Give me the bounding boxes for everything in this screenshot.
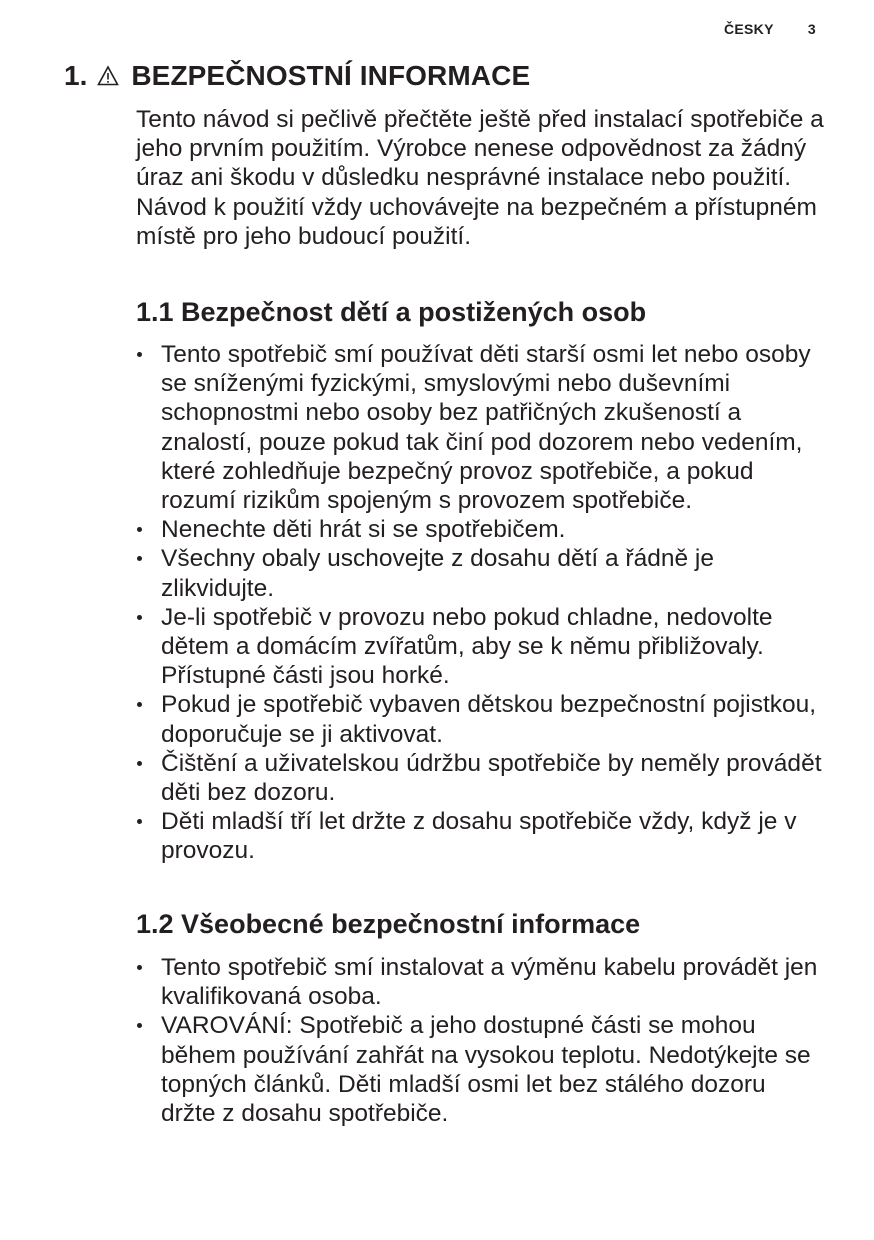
section-number: 1. [64,60,88,91]
list-item-text: Čištění a uživatelskou údržbu spotřebiče by neměly provádět děti bez dozoru. [161,749,822,807]
section-title-text: BEZPEČNOSTNÍ INFORMACE [131,60,531,91]
bullet-icon [137,761,142,766]
list-item-text: Pokud je spotřebič vybaven dětskou bezpečnostní pojistkou, doporučuje se ji aktivovat. [161,691,817,748]
list-item [136,690,826,748]
list-item-text: Tento spotřebič smí používat děti starší osmi let nebo osoby se sníženými fyzickými, smyslovými nebo duševními schopnostmi nebo osoby bez patřičných zkušeností a znalostí, pouze pokud tak činí pod dozorem nebo vedením, které zohledňuje bezpečný provoz spotřebiče, a pokud rozumí rizikům spojeným s provozem spotřebiče. [161,341,811,515]
bullet-icon [137,965,142,970]
bullet-icon [137,556,142,561]
list-item [136,603,826,691]
section-title [64,60,530,92]
subsection-title-general-safety: 1.2 Všeobecné bezpečnostní informace [136,909,641,939]
list-item [136,1011,826,1128]
page-number: 3 [807,21,816,37]
list-item [136,953,826,1011]
child-safety-list [136,340,826,866]
list-item [136,340,826,515]
list-item-text: VAROVÁNÍ: Spotřebič a jeho dostupné části se mohou během používání zahřát na vysokou teplotu. Nedotýkejte se topných článků. Děti mladší osmi let bez stálého dozoru držte z dosahu spotřebiče. [161,1012,811,1128]
bullet-icon [137,527,142,532]
page-header [724,21,816,37]
list-item [136,749,826,807]
list-item-text: Všechny obaly uschovejte z dosahu dětí a řádně je zlikvidujte. [161,545,714,602]
list-item [136,515,826,544]
language-label: ČESKY [723,21,774,37]
list-item-text: Tento spotřebič smí instalovat a výměnu kabelu provádět jen kvalifikovaná osoba. [161,954,818,1011]
intro-paragraph: Tento návod si pečlivě přečtěte ještě před instalací spotřebiče a jeho prvním použitím. Výrobce nenese odpovědnost za žádný úraz ani škodu v důsledku nesprávné instalace nebo použití. Návod k použití vždy uchovávejte na bezpečném a přístupném místě pro jeho budoucí použití. [136,106,824,250]
bullet-icon [137,1023,142,1028]
list-item-text: Je-li spotřebič v provozu nebo pokud chladne, nedovolte dětem a domácím zvířatům, aby se k němu přibližovaly. Přístupné části jsou horké. [161,603,773,690]
bullet-icon [137,702,142,707]
warning-triangle-icon [97,65,119,87]
bullet-icon [137,819,142,824]
list-item-text: Děti mladší tří let držte z dosahu spotřebiče vždy, když je v provozu. [161,808,797,865]
bullet-icon [137,615,142,620]
general-safety-list [136,953,826,1128]
list-item [136,807,826,865]
list-item [136,544,826,602]
subsection-title-child-safety: 1.1 Bezpečnost dětí a postižených osob [136,297,647,327]
bullet-icon [137,352,142,357]
list-item-text: Nenechte děti hrát si se spotřebičem. [161,516,566,544]
